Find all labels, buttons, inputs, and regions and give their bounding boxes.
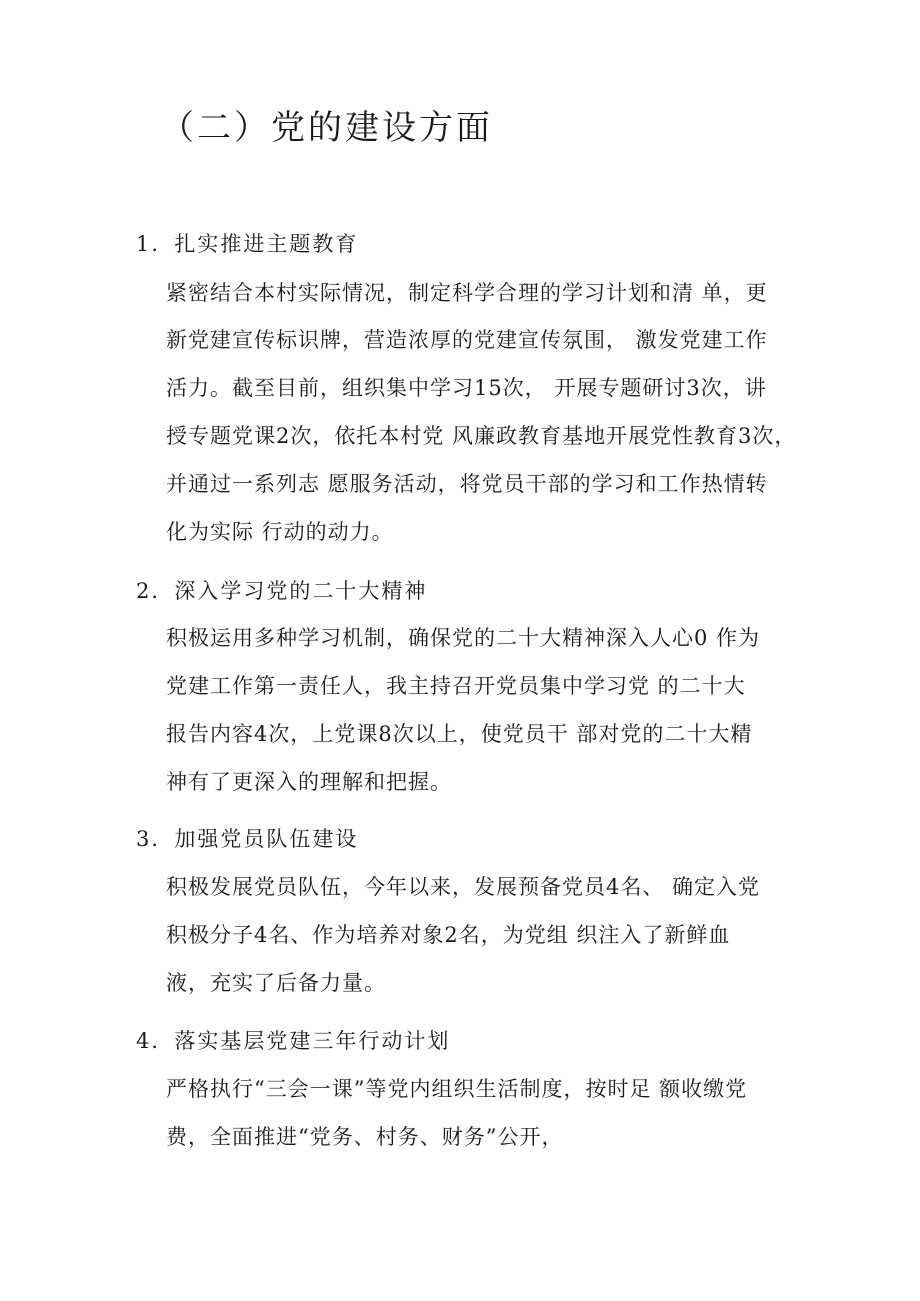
paragraph-line: 新党建宣传标识牌，营造浓厚的党建宣传氛围， 激发党建工作 xyxy=(166,328,768,352)
paragraph-line: 活力。截至目前，组织集中学习15次， 开展专题研讨3次，讲 xyxy=(166,376,767,400)
paragraph-line: 积极发展党员队伍，今年以来，发展预备党员4名、 确定入党 xyxy=(166,875,761,899)
paragraph-line: 并通过一系列志 愿服务活动，将党员干部的学习和工作热情转 xyxy=(166,472,768,496)
subsection-heading-2: 2．深入学习党的二十大精神 xyxy=(136,579,428,603)
subsection-heading-3: 3．加强党员队伍建设 xyxy=(136,827,359,851)
paragraph-line: 严格执行“三会一课”等党内组织生活制度，按时足 额收缴党 xyxy=(166,1077,748,1101)
paragraph-line: 报告内容4次，上党课8次以上，使党员干 部对党的二十大精 xyxy=(166,722,753,746)
section-title: （二）党的建设方面 xyxy=(160,108,493,148)
subsection-heading-1: 1．扎实推进主题教育 xyxy=(136,232,359,256)
paragraph-line: 授专题党课2次，依托本村党 风廉政教育基地开展党性教育3次， xyxy=(166,424,797,448)
paragraph-line: 积极运用多种学习机制，确保党的二十大精神深入人心0 作为 xyxy=(166,626,761,650)
paragraph-line: 积极分子4名、作为培养对象2名，为党组 织注入了新鲜血 xyxy=(166,923,731,947)
paragraph-line: 党建工作第一责任人，我主持召开党员集中学习党 的二十大 xyxy=(166,674,746,698)
paragraph-line: 紧密结合本村实际情况，制定科学合理的学习计划和清 单，更 xyxy=(166,281,768,305)
paragraph-line: 化为实际 行动的动力。 xyxy=(166,520,394,544)
paragraph-line: 液，充实了后备力量。 xyxy=(166,971,386,995)
subsection-heading-4: 4．落实基层党建三年行动计划 xyxy=(136,1029,451,1053)
paragraph-line: 神有了更深入的理解和把握。 xyxy=(166,770,452,794)
paragraph-line: 费，全面推进“党务、村务、财务”公开， xyxy=(166,1125,564,1149)
